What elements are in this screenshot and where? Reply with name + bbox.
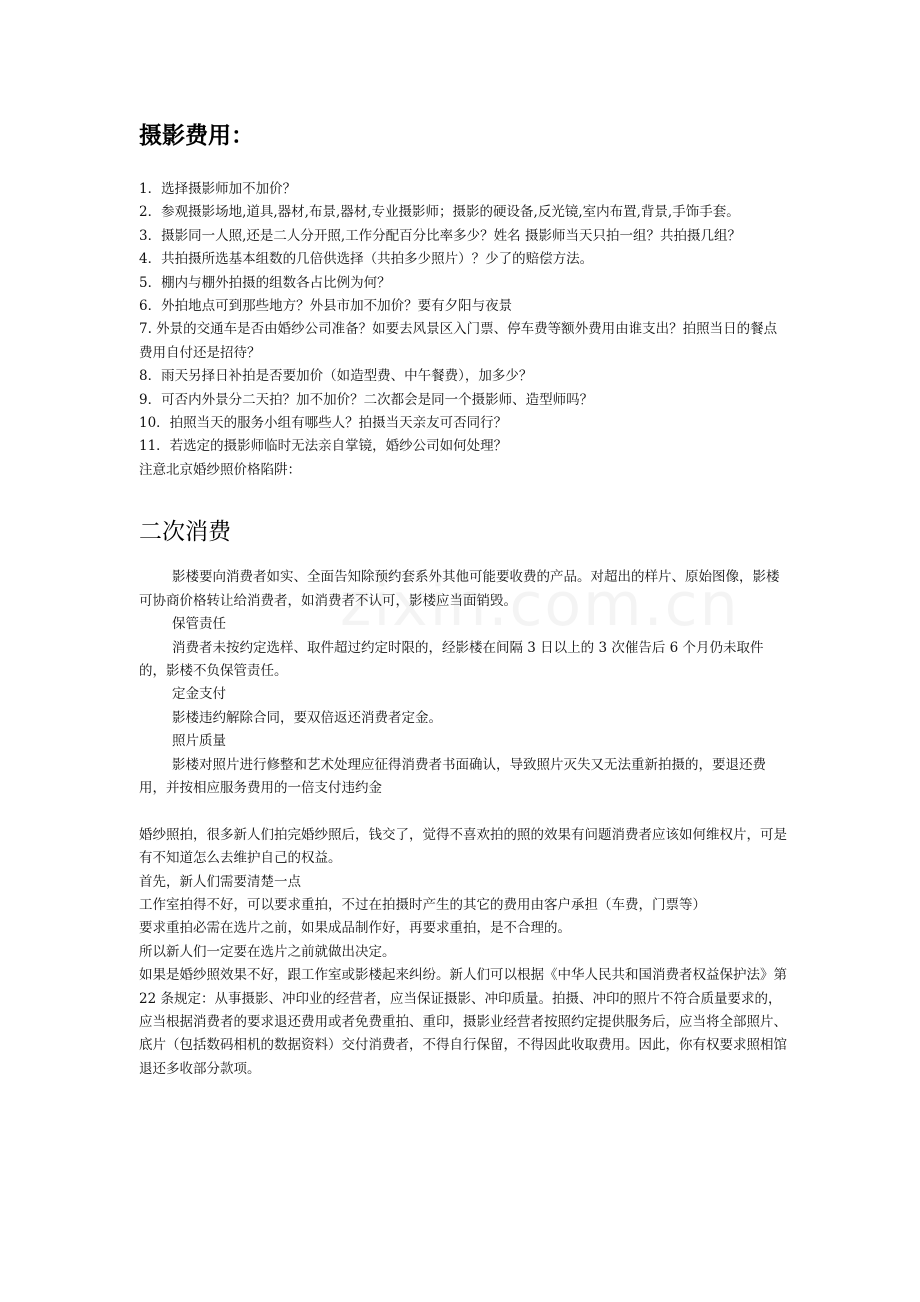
- paragraph: 消费者未按约定选样、取件超过约定时限的，经影楼在间隔 3 日以上的 3 次催告后 6 个月仍未取件的，影楼不负保管责任。: [139, 639, 764, 679]
- list-item: 11．若选定的摄影师临时无法亲自掌镜，婚纱公司如何处理？: [139, 438, 508, 455]
- paragraph: 影楼要向消费者如实、全面告知除预约套系外其他可能要收费的产品。对超出的样片、原始图像，影楼可协商价格转让给消费者，如消费者不认可，影楼应当面销毁。: [139, 569, 780, 609]
- list-item: 6．外拍地点可到那些地方？外县市加不加价？要有夕阳与夜景: [139, 298, 513, 315]
- paragraph: 首先，新人们需要清楚一点: [139, 873, 301, 890]
- paragraph: 如果是婚纱照效果不好，跟工作室或影楼起来纠纷。新人们可以根据《中华人民共和国消费者权益保护法》第 22 条规定：从事摄影、冲印业的经营者，应当保证摄影、冲印质量。拍摄、冲印的照片不符合质量要求的，应当根据消费者的要求退还费用或者免费重拍、重印，摄影业经营者按照约定提供服务后，应当将全部照片、底片（包括数码相机的数据资料）交付消费者，不得自行保留，不得因此收取费用。因此，你有权要求照相馆退还多收部分款项。: [139, 967, 787, 1077]
- secondary-consumption-section: [139, 566, 787, 1081]
- list-item: 2．参观摄影场地,道具,器材,布景,器材,专业摄影师；摄影的硬设备,反光镜,室内布置,背景,手饰手套。: [139, 204, 740, 221]
- list-item: 7. 外景的交通车是否由婚纱公司准备？如要去风景区入门票、停车费等额外费用由谁支出？拍照当日的餐点费用自付还是招待？: [139, 321, 778, 361]
- subheading-deposit: 定金支付: [172, 686, 226, 703]
- list-item: 4．共拍摄所选基本组数的几倍供选择（共拍多少照片）？少了的赔偿方法。: [139, 251, 594, 268]
- paragraph: 所以新人们一定要在选片之前就做出决定。: [139, 943, 396, 960]
- paragraph: 要求重拍必需在选片之前，如果成品制作好，再要求重拍，是不合理的。: [139, 920, 571, 937]
- paragraph: 影楼违约解除合同，要双倍返还消费者定金。: [172, 709, 442, 726]
- blank-line: [139, 800, 787, 823]
- list-item: 10．拍照当天的服务小组有哪些人？拍摄当天亲友可否同行？: [139, 415, 508, 432]
- paragraph: 工作室拍得不好，可以要求重拍，不过在拍摄时产生的其它的费用由客户承担（车费，门票等）: [139, 896, 706, 913]
- subheading-photo-quality: 照片质量: [172, 733, 226, 750]
- list-item: 3．摄影同一人照,还是二人分开照,工作分配百分比率多少？姓名 摄影师当天只拍一组？共拍摄几组？: [139, 227, 741, 244]
- list-item: 9．可否内外景分二天拍？加不加价？二次都会是同一个摄影师、造型师吗？: [139, 391, 594, 408]
- fee-question-list: [139, 178, 787, 459]
- list-item: 1．选择摄影师加不加价？: [139, 181, 297, 197]
- heading-photo-fees: 摄影费用：: [139, 123, 254, 149]
- list-item: 8．雨天另择日补拍是否要加价（如造型费、中午餐费），加多少？: [139, 368, 533, 385]
- paragraph: 影楼对照片进行修整和艺术处理应征得消费者书面确认，导致照片灭失又无法重新拍摄的，要退还费用，并按相应服务费用的一倍支付违约金: [139, 756, 766, 796]
- list-item: 5．棚内与棚外拍摄的组数各占比例为何？: [139, 274, 391, 291]
- paragraph: 婚纱照拍，很多新人们拍完婚纱照后，钱交了，觉得不喜欢拍的照的效果有问题消费者应该如何维权片，可是有不知道怎么去维护自己的权益。: [139, 826, 787, 867]
- document-page: [139, 118, 787, 1081]
- price-trap-note: 注意北京婚纱照价格陷阱：: [139, 461, 301, 478]
- subheading-custody: 保管责任: [172, 616, 226, 633]
- heading-secondary-consumption: 二次消费: [139, 519, 231, 546]
